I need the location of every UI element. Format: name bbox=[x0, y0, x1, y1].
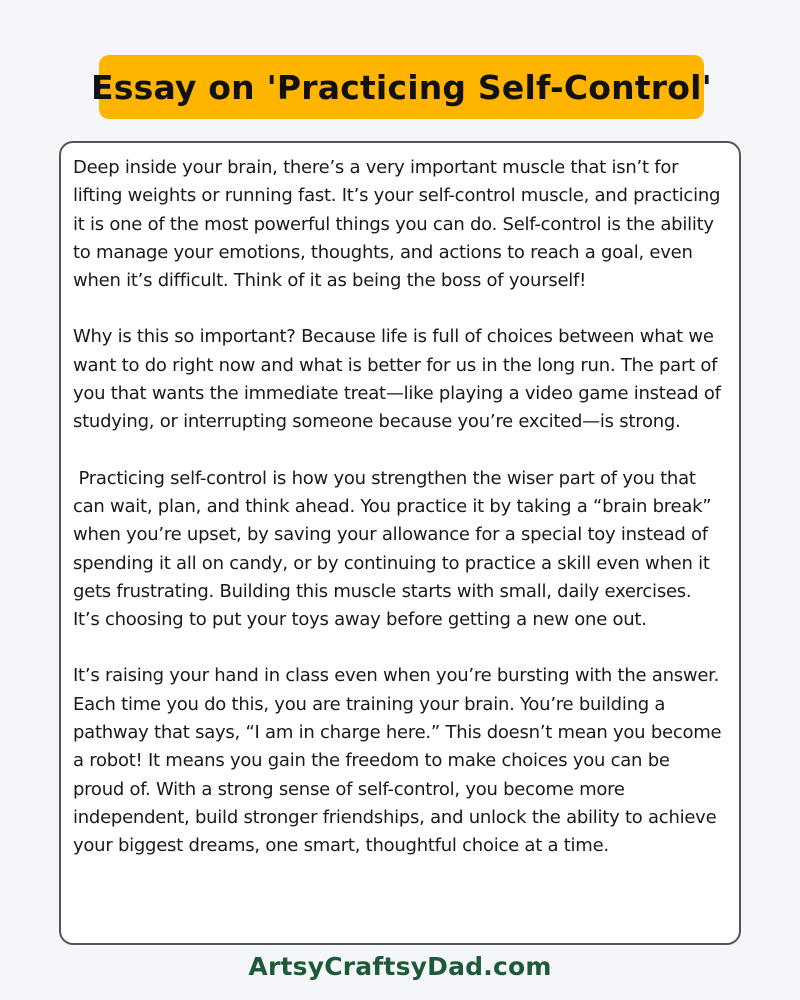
essay-paragraph-4: It’s raising your hand in class even when you’re bursting with the answer. Each time you do this, you are training your brain. You’re building a pathway that says, “I am in charge here.” This doesn’t mean you become a robot! It means you gain the freedom to make choices you can be proud of. With a strong sense of self-control, you become more independent, build stronger friendships, and unlock the ability to achieve your biggest dreams, one smart, thoughtful choice at a time. bbox=[73, 665, 727, 857]
site-brand: ArtsyCraftsyDad.com bbox=[248, 952, 552, 981]
essay-paragraph-3: Practicing self-control is how you strengthen the wiser part of you that can wait, plan, and think ahead. You practice it by taking a “brain break” when you’re upset, by saving your allowance for a special toy instead of spending it all on candy, or by continuing to practice a skill even when it gets frustrating. Building this muscle starts with small, daily exercises. It’s choosing to put your toys away before getting a new one out. bbox=[73, 467, 717, 631]
essay-paragraph-2: Why is this so important? Because life is full of choices between what we want to do right now and what is better for us in the long run. The part of you that wants the immediate treat—like playing a video game instead of studying, or interrupting someone because you’re excited—is strong. bbox=[73, 326, 727, 433]
essay-paragraph-1: Deep inside your brain, there’s a very important muscle that isn’t for lifting weights or running fast. It’s your self-control muscle, and practicing it is one of the most powerful things you can do. Self-control is the ability to manage your emotions, thoughts, and actions to reach a goal, even when it’s difficult. Think of it as being the boss of yourself! bbox=[73, 157, 726, 292]
page-title: Essay on 'Practicing Self-Control' bbox=[91, 67, 712, 107]
title-badge bbox=[91, 55, 712, 119]
essay-box bbox=[59, 141, 741, 945]
